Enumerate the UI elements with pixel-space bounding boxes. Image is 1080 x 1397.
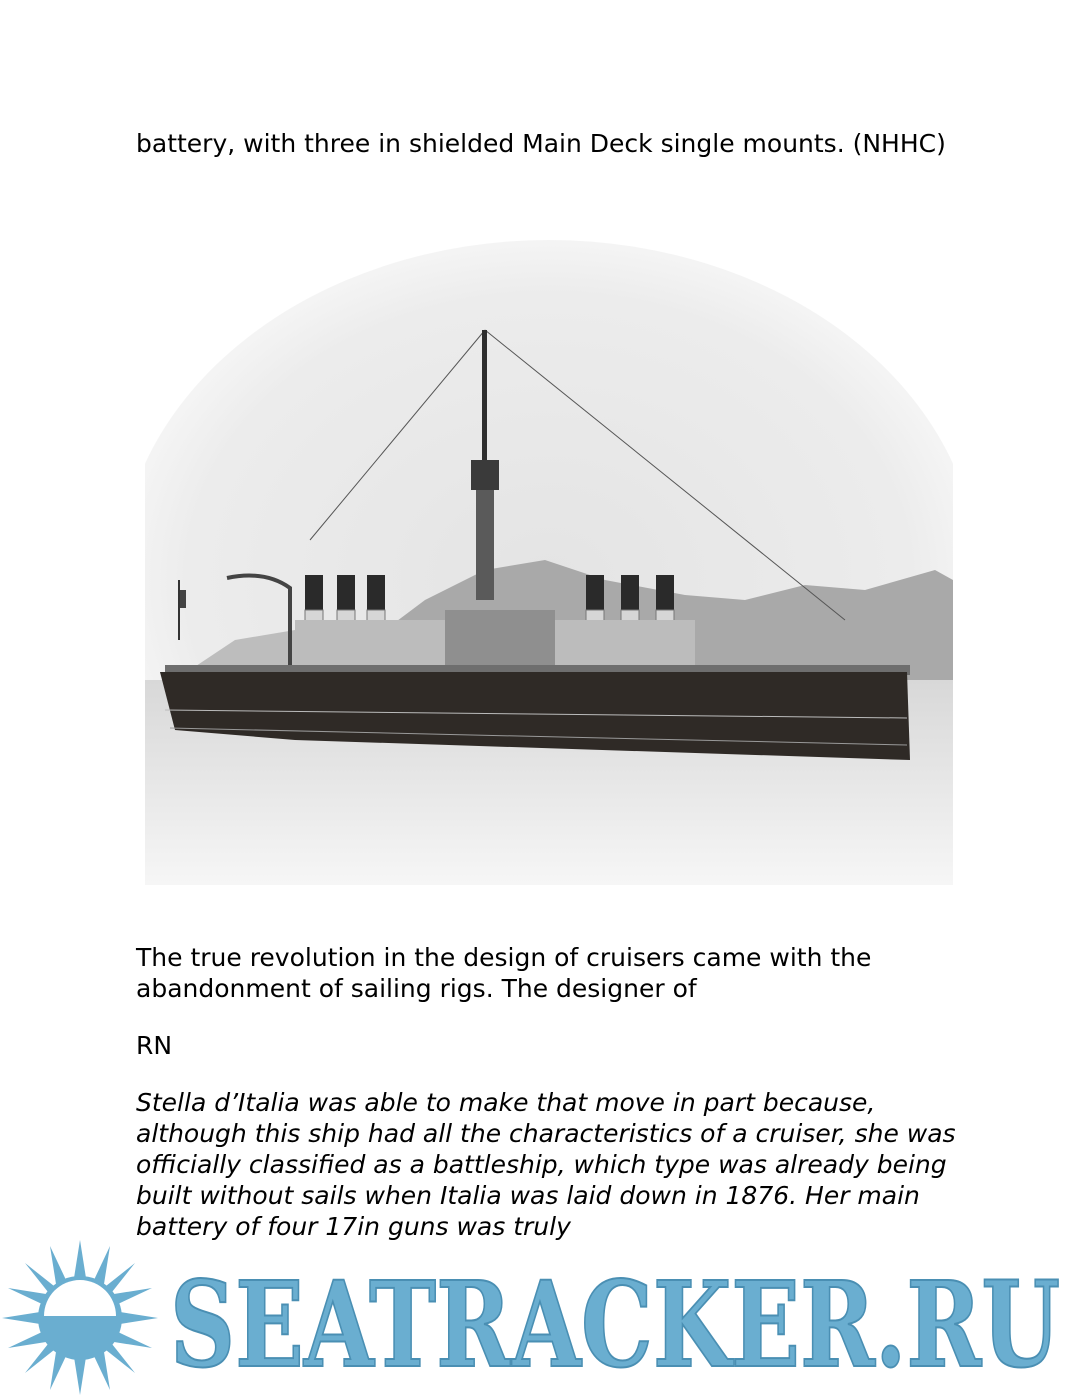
warship-photo (145, 240, 953, 885)
watermark (0, 1238, 1080, 1397)
italic-paragraph: Stella d’Italia was able to make that move in part because, although this ship had all the characteristics of a cruiser, she was officially classified as a battleship, which type was already being built without sails when Italia was laid down in 1876. Her main battery of four 17in guns was truly (136, 1088, 956, 1241)
paragraph: The true revolution in the design of cruisers came with the abandonment of sailing rigs. The designer of (136, 943, 872, 1003)
paragraph: RN (136, 1031, 173, 1060)
watermark-text (170, 1238, 1070, 1397)
watermark-label: SEATRACKER.RU (170, 1255, 1060, 1394)
sun-icon (0, 1238, 160, 1397)
photo-caption: battery, with three in shielded Main Deck single mounts. (NHHC) (136, 129, 946, 158)
